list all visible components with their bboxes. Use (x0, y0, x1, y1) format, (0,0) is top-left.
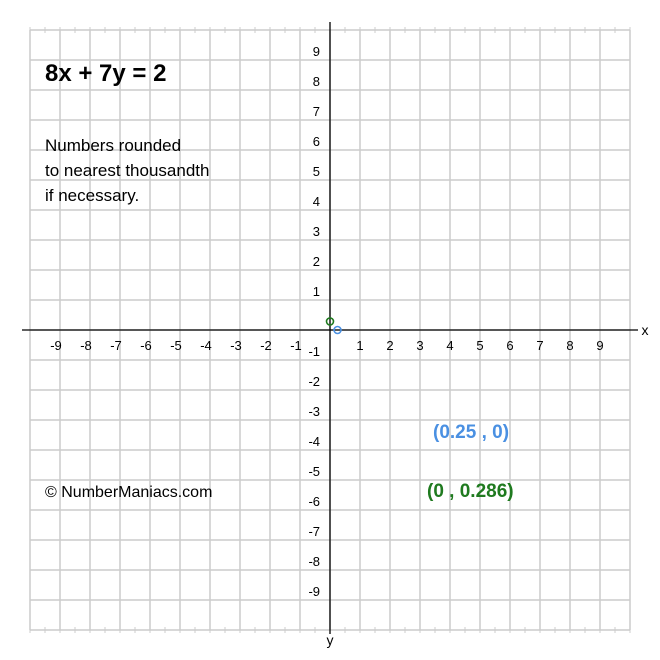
y-tick-label: -6 (308, 494, 320, 509)
y-intercept-label: (0 , 0.286) (427, 481, 514, 502)
note-line-2: to nearest thousandth (45, 161, 210, 180)
equation-title: 8x + 7y = 2 (45, 60, 167, 87)
x-tick-label: -5 (170, 338, 182, 353)
x-tick-label: 9 (596, 338, 604, 353)
y-tick-label: 7 (312, 104, 320, 119)
y-tick-label: 1 (312, 284, 320, 299)
y-tick-label: -1 (308, 344, 320, 359)
x-tick-label: -9 (50, 338, 62, 353)
x-tick-label: 7 (536, 338, 544, 353)
note-line-1: Numbers rounded (45, 136, 182, 155)
x-tick-label: 5 (476, 338, 484, 353)
y-tick-label: -9 (308, 584, 320, 599)
y-tick-label: -4 (308, 434, 320, 449)
y-tick-label: -8 (308, 554, 320, 569)
x-tick-label: -1 (290, 338, 302, 353)
y-tick-label: -3 (308, 404, 320, 419)
x-tick-label: -2 (260, 338, 272, 353)
x-tick-label: -7 (110, 338, 122, 353)
x-tick-label: -8 (80, 338, 92, 353)
x-axis-label: x (641, 322, 649, 338)
x-intercept-label: (0.25 , 0) (433, 422, 510, 443)
copyright-notice: © NumberManiacs.com (45, 484, 213, 501)
x-tick-label: 2 (386, 338, 394, 353)
x-tick-label: -6 (140, 338, 152, 353)
data-points (327, 318, 342, 334)
axes (22, 22, 649, 648)
y-tick-label: 6 (312, 134, 320, 149)
y-tick-label: 5 (312, 164, 320, 179)
x-tick-label: 6 (506, 338, 514, 353)
y-tick-label: 8 (312, 74, 320, 89)
y-tick-label: -5 (308, 464, 320, 479)
y-tick-label: -2 (308, 374, 320, 389)
y-axis-label: y (326, 632, 334, 648)
x-tick-label: 4 (446, 338, 454, 353)
x-tick-label: -4 (200, 338, 212, 353)
y-tick-label: 9 (312, 44, 320, 59)
y-tick-label: -7 (308, 524, 320, 539)
y-tick-label: 3 (312, 224, 320, 239)
note-line-3: if necessary. (45, 186, 140, 205)
x-tick-label: -3 (230, 338, 242, 353)
x-tick-label: 8 (566, 338, 574, 353)
y-tick-label: 4 (312, 194, 320, 209)
y-tick-label: 2 (312, 254, 320, 269)
x-tick-label: 1 (356, 338, 364, 353)
x-tick-label: 3 (416, 338, 424, 353)
rounding-note (45, 133, 265, 208)
